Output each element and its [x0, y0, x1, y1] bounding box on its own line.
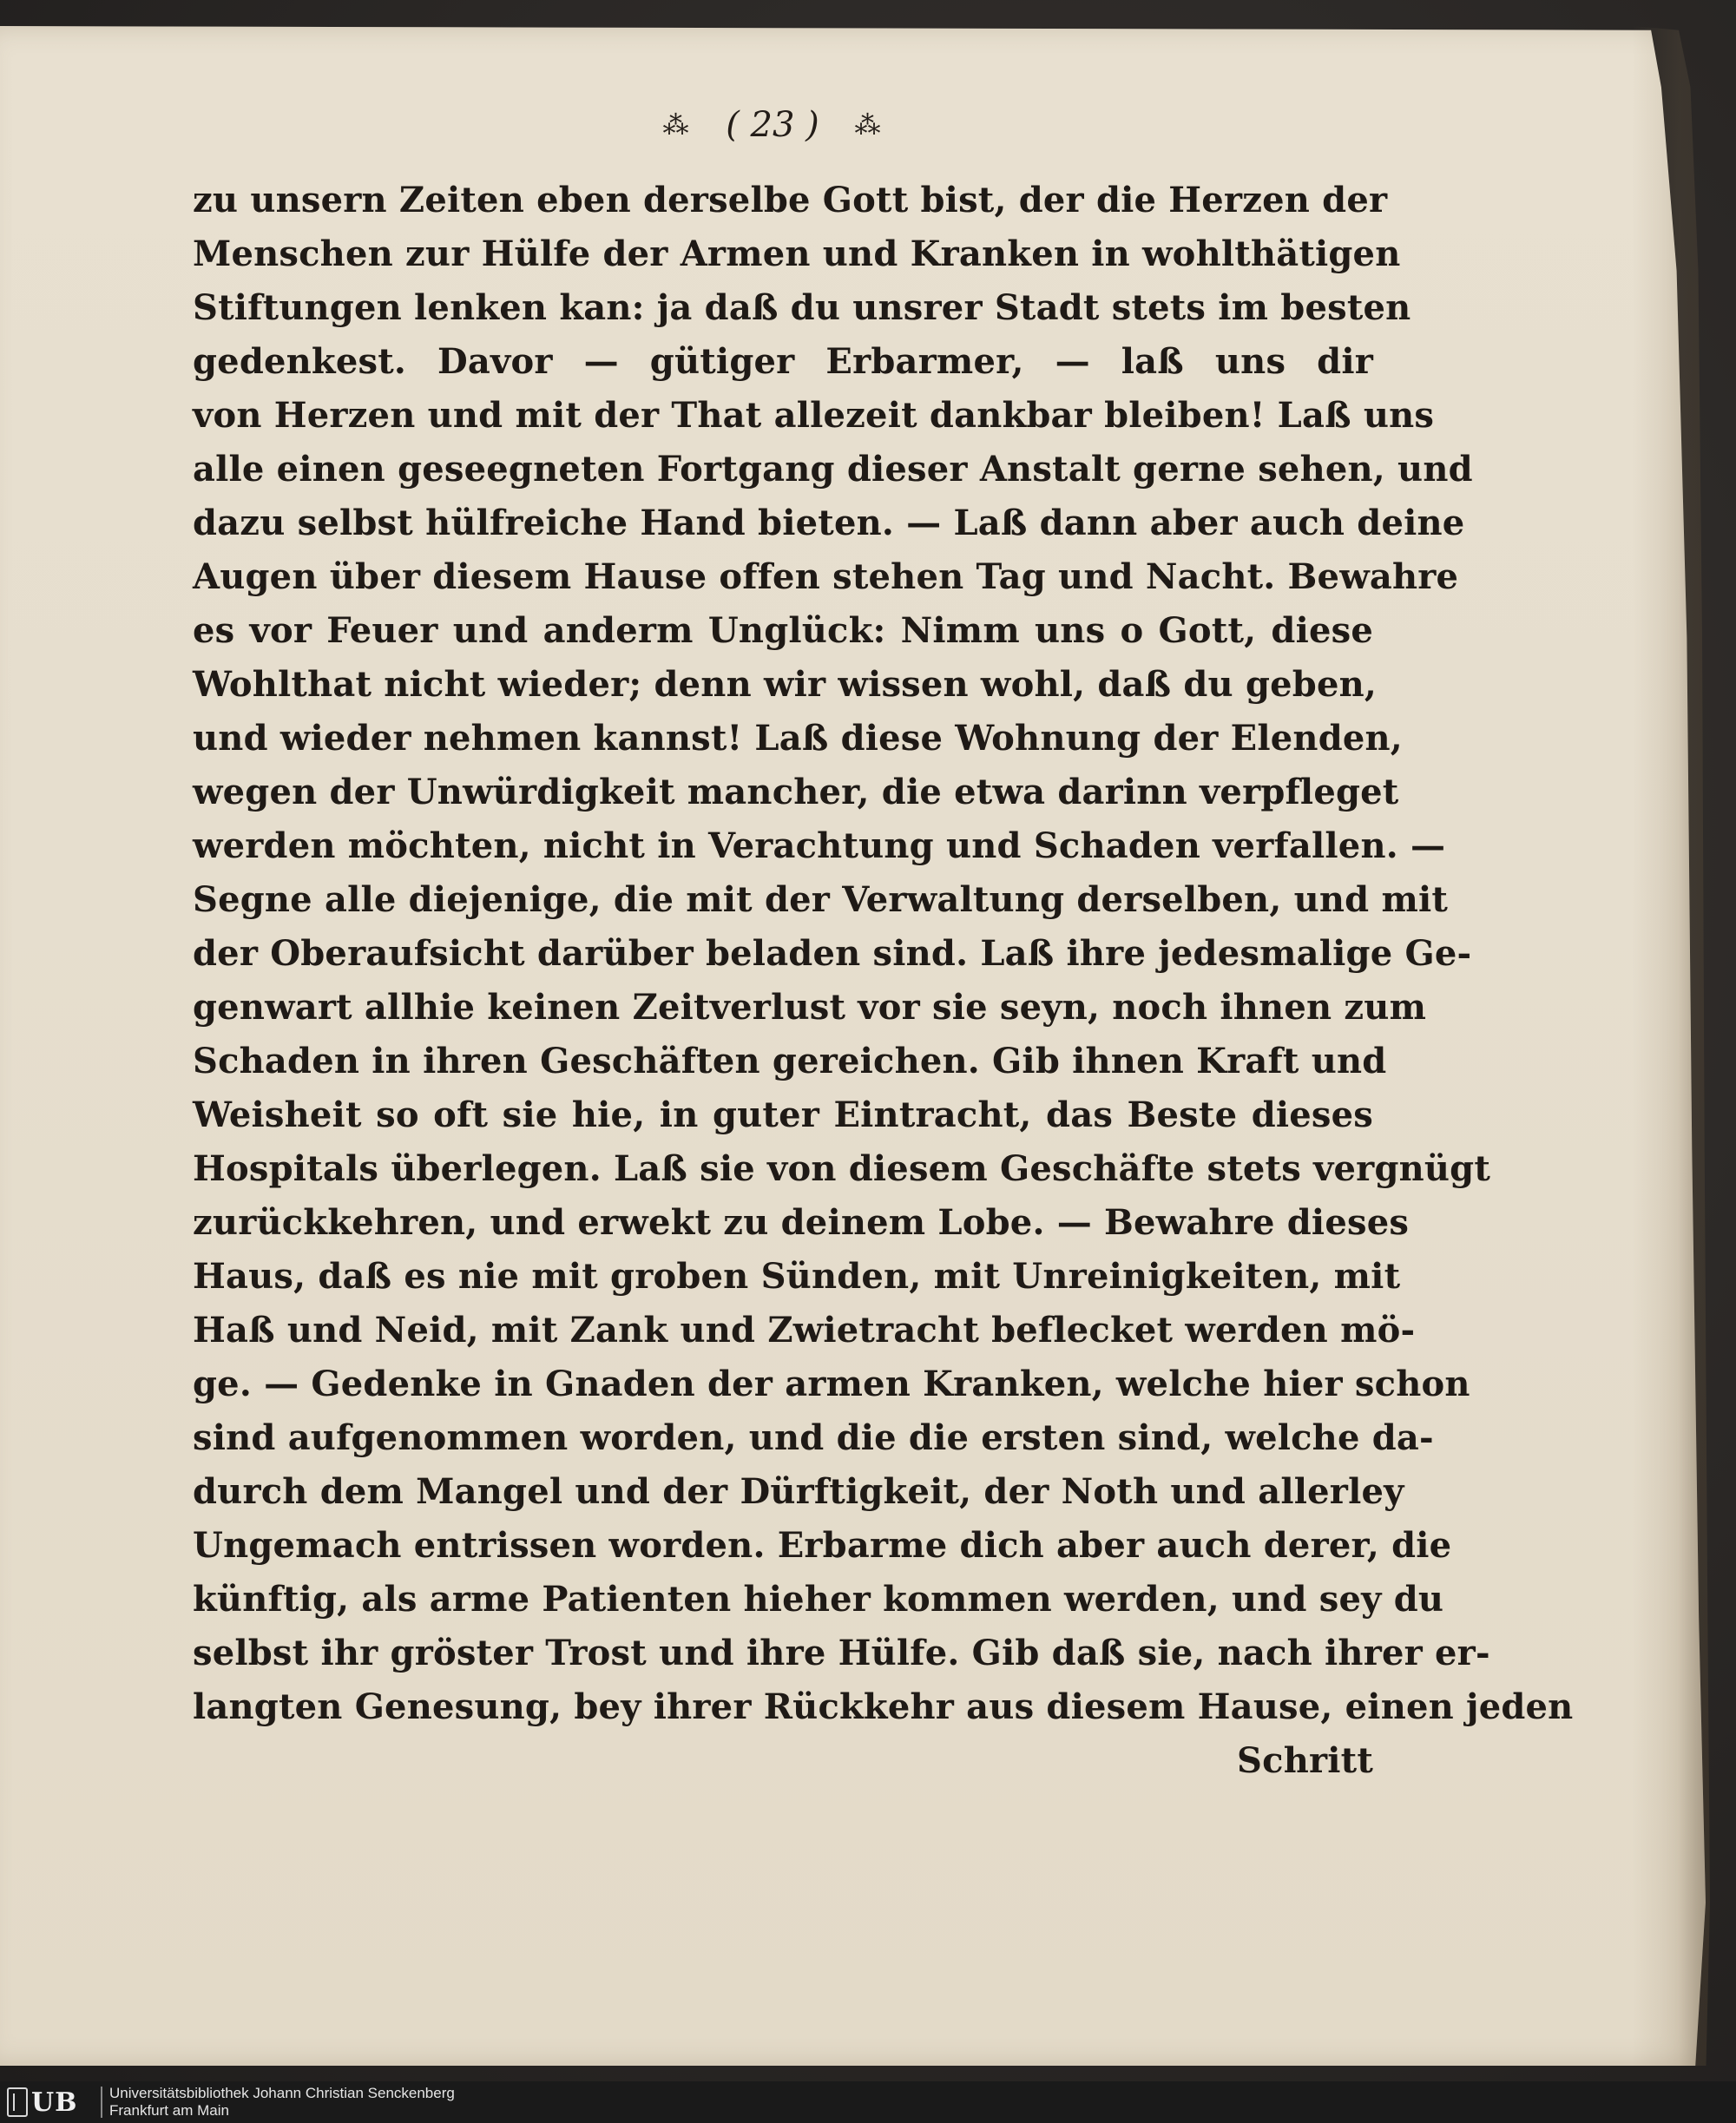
library-logo-icon	[7, 2087, 28, 2117]
library-logo	[7, 2087, 78, 2118]
footer-divider	[101, 2087, 102, 2118]
text-line: Augen über diesem Hause offen stehen Tag und Nacht. Bewahre	[193, 556, 1459, 597]
ornament-right-icon: ⁂	[854, 109, 883, 141]
text-line: Hospitals überlegen. Laß sie von diesem Geschäfte stets vergnügt	[193, 1148, 1491, 1189]
text-line: und wieder nehmen kannst! Laß diese Wohnung der Elenden,	[193, 718, 1403, 759]
text-line: durch dem Mangel und der Dürftigkeit, der Noth und allerley	[193, 1471, 1404, 1512]
page-number: ( 23 )	[726, 105, 819, 145]
institution-line-2: Frankfurt am Main	[109, 2102, 229, 2119]
catchword: Schritt	[1237, 1740, 1373, 1781]
text-line: Schaden in ihren Geschäften gereichen. Gib ihnen Kraft und	[193, 1041, 1387, 1081]
library-footer-bar	[0, 2081, 1736, 2123]
text-line: zu unsern Zeiten eben derselbe Gott bist, der die Herzen der	[193, 180, 1388, 220]
text-line: langten Genesung, bey ihrer Rückkehr aus diesem Hause, einen jeden	[193, 1686, 1574, 1727]
text-line: genwart allhie keinen Zeitverlust vor sie seyn, noch ihnen zum	[193, 987, 1427, 1028]
text-line: selbst ihr gröster Trost und ihre Hülfe. Gib daß sie, nach ihrer er-	[193, 1633, 1490, 1673]
text-line: zurückkehren, und erwekt zu deinem Lobe. — Bewahre dieses	[193, 1202, 1410, 1243]
text-line: Weisheit so oft sie hie, in guter Eintracht, das Beste dieses	[193, 1094, 1373, 1135]
text-line: Segne alle diejenige, die mit der Verwaltung derselben, und mit	[193, 879, 1449, 920]
institution-line-1: Universitätsbibliothek Johann Christian Senckenberg	[109, 2085, 455, 2101]
page-header	[599, 102, 946, 154]
page-body-text	[193, 174, 1574, 1788]
text-line: gedenkest. Davor — gütiger Erbarmer, — laß uns dir	[193, 341, 1373, 382]
page-edge-shadow	[1632, 26, 1710, 2066]
text-line: dazu selbst hülfreiche Hand bieten. — Laß dann aber auch deine	[193, 503, 1465, 543]
library-logo-text: UB	[31, 2087, 78, 2118]
text-line: Wohlthat nicht wieder; denn wir wissen wohl, daß du geben,	[193, 664, 1378, 705]
text-line: der Oberaufsicht darüber beladen sind. Laß ihre jedesmalige Ge-	[193, 933, 1472, 974]
text-line: es vor Feuer und anderm Unglück: Nimm uns o Gott, diese	[193, 610, 1373, 651]
text-line: von Herzen und mit der That allezeit dankbar bleiben! Laß uns	[193, 395, 1435, 436]
text-line: Haus, daß es nie mit groben Sünden, mit Unreinigkeiten, mit	[193, 1256, 1401, 1297]
text-line: alle einen geseegneten Fortgang dieser Anstalt gerne sehen, und	[193, 449, 1473, 490]
text-line: Menschen zur Hülfe der Armen und Kranken in wohlthätigen	[193, 233, 1401, 274]
text-line: Ungemach entrissen worden. Erbarme dich aber auch derer, die	[193, 1525, 1452, 1566]
institution-name	[109, 2085, 455, 2120]
text-line: Stiftungen lenken kan: ja daß du unsrer Stadt stets im besten	[193, 287, 1411, 328]
text-line: werden möchten, nicht in Verachtung und Schaden verfallen. —	[193, 825, 1446, 866]
text-line: wegen der Unwürdigkeit mancher, die etwa darinn verpfleget	[193, 772, 1399, 812]
text-line: sind aufgenommen worden, und die die ersten sind, welche da-	[193, 1417, 1434, 1458]
text-line: ge. — Gedenke in Gnaden der armen Kranken, welche hier schon	[193, 1364, 1470, 1404]
ornament-left-icon: ⁂	[662, 109, 691, 141]
text-line: Haß und Neid, mit Zank und Zwietracht beflecket werden mö-	[193, 1310, 1416, 1351]
text-line: künftig, als arme Patienten hieher kommen werden, und sey du	[193, 1579, 1444, 1620]
